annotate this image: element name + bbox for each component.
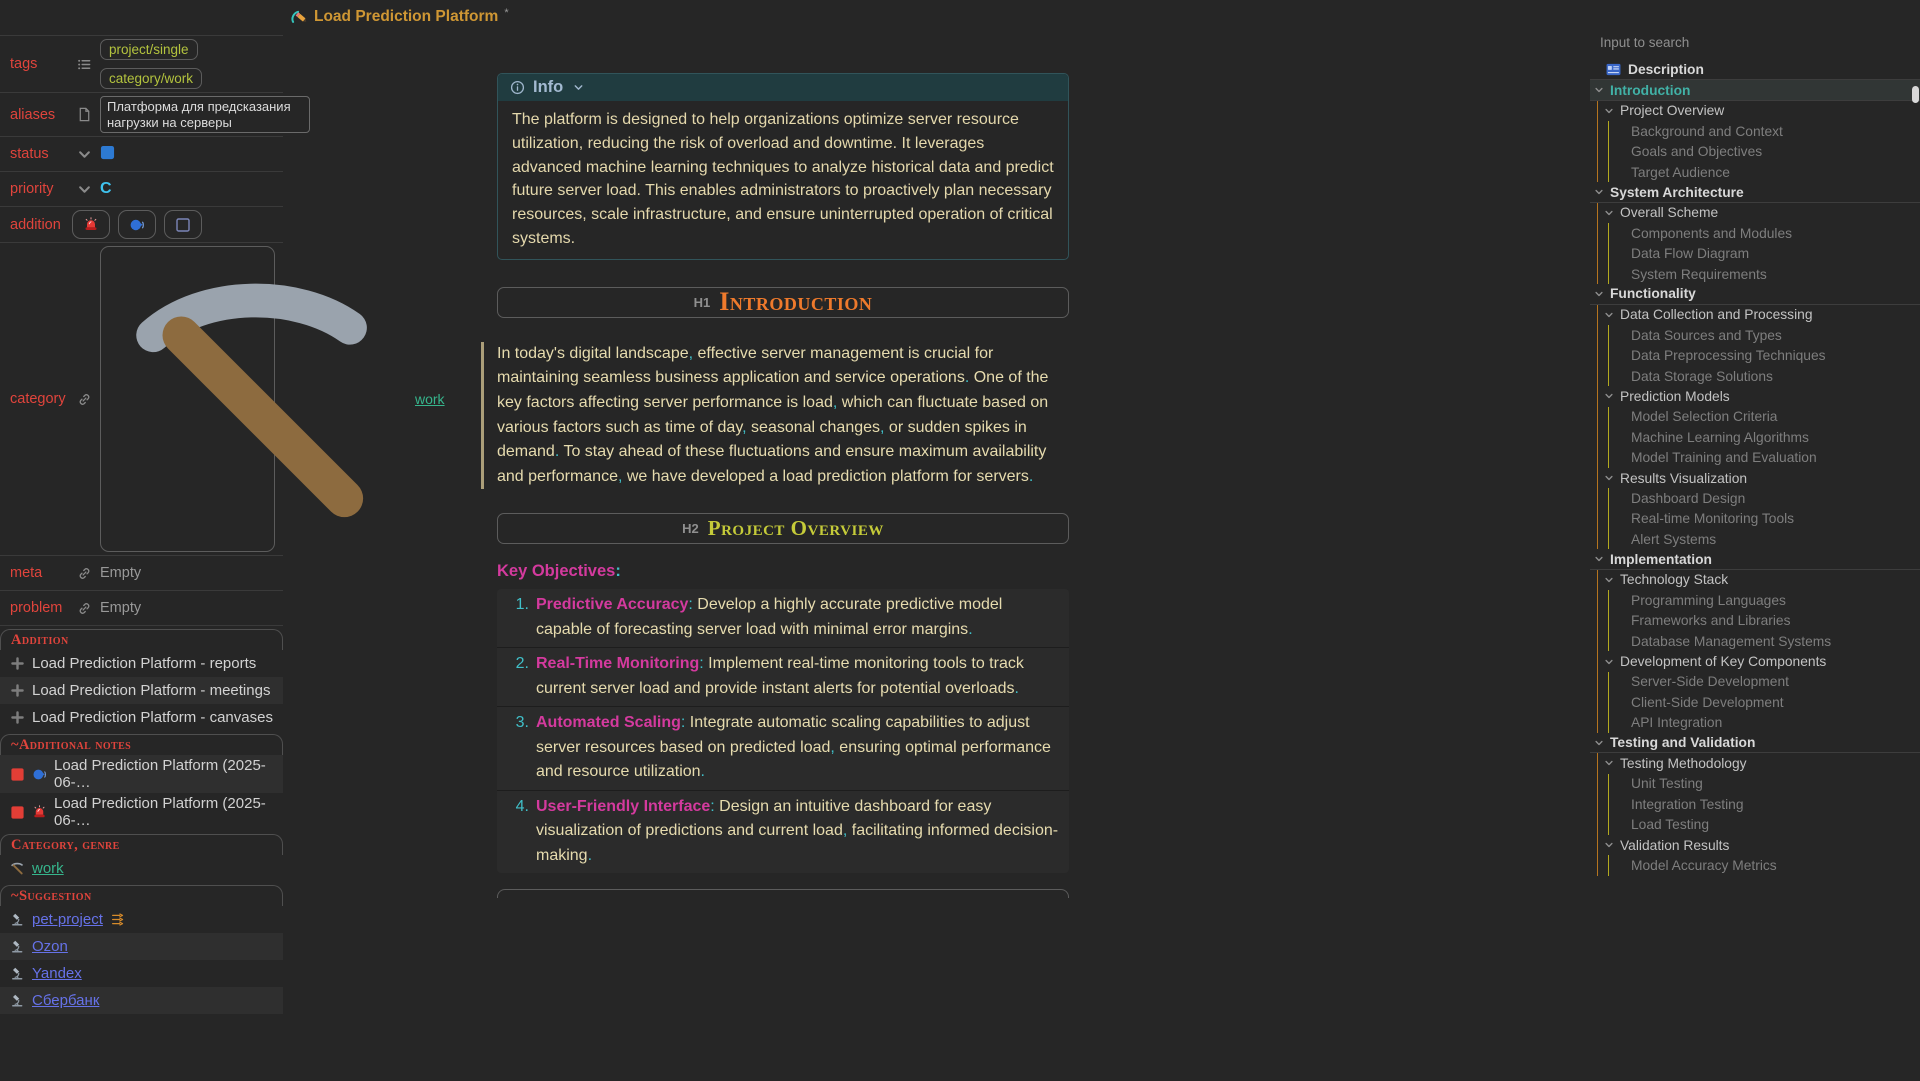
property-key[interactable]: addition: [10, 216, 61, 233]
objective-item: [497, 589, 1069, 648]
empty-value[interactable]: Empty: [100, 600, 142, 616]
outline-section-children: [1597, 203, 1920, 285]
outline-item[interactable]: [1609, 529, 1920, 549]
chevron-down-icon: [1594, 289, 1604, 299]
outline-subsection-children: [1608, 672, 1920, 733]
property-type-icon-slot: [72, 566, 96, 581]
chevron-down-icon: [1604, 106, 1614, 116]
outline-section-children: [1597, 101, 1920, 183]
outline-item-label: Technology Stack: [1620, 572, 1729, 588]
outline-item[interactable]: [1609, 244, 1920, 264]
chevron-down-icon: [1604, 391, 1614, 401]
property-value: [100, 565, 141, 581]
outline-item[interactable]: [1590, 549, 1920, 569]
priority-value[interactable]: C: [100, 180, 112, 197]
h2-text: Project Overview: [707, 516, 884, 541]
outline-section-children: [1597, 305, 1920, 550]
callout-title: Info: [533, 78, 564, 96]
objective-number: 3.: [515, 714, 529, 732]
outline-item[interactable]: [1609, 631, 1920, 651]
outline-item[interactable]: [1609, 590, 1920, 610]
pickaxe-icon: [110, 249, 410, 549]
list-item[interactable]: [0, 755, 283, 793]
outline-item-label: Target Audience: [1631, 164, 1730, 180]
property-key[interactable]: aliases: [10, 106, 56, 123]
outline-item-label: Overall Scheme: [1620, 205, 1719, 221]
note-title: Load Prediction Platform: [314, 8, 499, 25]
outline-item-label: Model Selection Criteria: [1631, 409, 1778, 425]
outline-item[interactable]: [1609, 713, 1920, 733]
chevron-down-icon: [1604, 473, 1614, 483]
h2-tag-label: H2: [682, 521, 699, 537]
properties-table: [0, 35, 445, 626]
objective-text: Real-Time Monitoring: Implement real-time monitoring tools to track current server load and provide instant alerts for potential overloads.: [536, 655, 1024, 697]
property-type-icon-slot: [72, 392, 96, 407]
property-row-problem: [0, 591, 283, 626]
outline-item[interactable]: [1590, 284, 1920, 304]
outline-item-label: Real-time Monitoring Tools: [1631, 511, 1795, 527]
list-item[interactable]: [0, 650, 283, 677]
chevron-down-icon: [1594, 187, 1604, 197]
outline-item[interactable]: [1609, 814, 1920, 834]
list-item-label[interactable]: Load Prediction Platform (2025-06-…: [54, 795, 266, 829]
section-header[interactable]: Category, genre: [0, 834, 283, 855]
outline-subsection-children: [1608, 121, 1920, 182]
siren-icon: [83, 217, 99, 233]
outline-item[interactable]: [1609, 162, 1920, 182]
outline-subsection-children: [1608, 855, 1920, 875]
property-value: [100, 600, 141, 616]
outline-item-label: Results Visualization: [1620, 470, 1748, 486]
outline-subsection-children: [1608, 488, 1920, 549]
h1-text: Introduction: [719, 287, 873, 317]
outline-item-label: Introduction: [1610, 82, 1691, 98]
outline-item[interactable]: [1609, 672, 1920, 692]
list-item-label[interactable]: Load Prediction Platform (2025-06-…: [54, 757, 266, 791]
intro-paragraph: In today's digital landscape, effective server management is crucial for maintaining seamless business application and service operations. One of the key factors affecting server performance is load, which can fluctuate based on various factors such as time of day, seasonal changes, or sudden spikes in demand. To stay ahead of these fluctuations and ensure maximum availability and performance, we have developed a load prediction platform for servers.: [481, 342, 1069, 490]
outline-item[interactable]: [1598, 570, 1920, 590]
key-objectives-label: Key Objectives:: [497, 562, 621, 581]
h1-tag-label: H1: [693, 294, 711, 310]
link-icon: [77, 601, 92, 616]
red-square-icon: [10, 767, 25, 782]
outline-item[interactable]: [1609, 509, 1920, 529]
outline-item-label: Data Collection and Processing: [1620, 307, 1813, 323]
outline-section-children: [1597, 753, 1920, 875]
outline-item-label: Testing Methodology: [1620, 755, 1747, 771]
list-icon: [77, 57, 92, 72]
outline-item[interactable]: [1609, 611, 1920, 631]
outline-item-label: Implementation: [1610, 551, 1712, 567]
list-item-label[interactable]: Yandex: [32, 965, 82, 982]
heading-introduction: [497, 287, 1069, 318]
property-row-tags: [0, 36, 283, 93]
plus-icon: [10, 656, 25, 671]
chevron-down-icon: [1604, 575, 1614, 585]
outline-subsection-children: [1608, 590, 1920, 651]
note-header: [290, 8, 509, 26]
outline-subsection-children: [1608, 774, 1920, 835]
outline-subsection-children: [1608, 325, 1920, 386]
heading-project-overview: [497, 513, 1069, 544]
outline-item[interactable]: [1609, 366, 1920, 386]
property-value: [100, 180, 112, 198]
list-item[interactable]: [0, 960, 283, 987]
blue-square-icon: [100, 145, 115, 160]
chevron-down-icon: [1604, 758, 1614, 768]
next-section-box-edge: [497, 889, 1069, 898]
outline-item-label: Client-Side Development: [1631, 694, 1784, 710]
list-item[interactable]: [0, 704, 283, 731]
talking-head-button[interactable]: [118, 210, 156, 239]
outline-item[interactable]: [1609, 264, 1920, 284]
scrollbar-thumb[interactable]: [1912, 86, 1919, 103]
objective-text: Predictive Accuracy: Develop a highly accurate predictive model capable of forecasting server load with minimal error margins.: [536, 596, 1003, 638]
list-item-label[interactable]: Load Prediction Platform - meetings: [32, 682, 271, 699]
property-value: [100, 145, 115, 164]
property-type-icon-slot: [72, 182, 96, 197]
callout-body: The platform is designed to help organizations optimize server resource utilization, reducing the risk of overload and downtime. It leverages advanced machine learning techniques to analyze historical data and predict future server load. This enables administrators to proactively plan necessary resources, scale infrastructure, and ensure uninterrupted operation of critical systems.: [512, 111, 1054, 247]
list-item[interactable]: [0, 987, 283, 1014]
property-type-icon-slot: [72, 57, 96, 72]
empty-value[interactable]: Empty: [100, 565, 142, 581]
objectives-list: [497, 589, 1069, 873]
plus-icon: [10, 710, 25, 725]
section-header[interactable]: Addition: [0, 629, 283, 650]
outline-item-label: Load Testing: [1631, 817, 1709, 833]
property-row-meta: [0, 556, 283, 591]
outline-item-label: Machine Learning Algorithms: [1631, 429, 1809, 445]
outline-item-label: Background and Context: [1631, 123, 1783, 139]
property-key[interactable]: problem: [10, 600, 63, 616]
list-item-label[interactable]: pet-project: [32, 911, 103, 928]
file-icon: [77, 107, 92, 122]
outline-item[interactable]: [1590, 182, 1920, 202]
outline-item[interactable]: [1609, 447, 1920, 467]
chevron-down-icon: [1594, 738, 1604, 748]
chevron-down-icon[interactable]: [573, 82, 584, 93]
section-header[interactable]: ~Additional notes: [0, 734, 283, 755]
chevron-down-icon: [77, 182, 92, 197]
property-key[interactable]: category: [10, 391, 66, 407]
outline-item[interactable]: [1590, 733, 1920, 753]
outline-item[interactable]: [1609, 325, 1920, 345]
list-item-label[interactable]: Сбербанк: [32, 992, 100, 1009]
list-item[interactable]: [0, 793, 283, 831]
objective-number: 4.: [515, 797, 529, 815]
outline-item-label: Programming Languages: [1631, 592, 1786, 608]
status-value-icon[interactable]: [100, 145, 115, 164]
outline-item-label: Database Management Systems: [1631, 633, 1832, 649]
outline-item-label: Unit Testing: [1631, 776, 1703, 792]
list-item-label[interactable]: Ozon: [32, 938, 68, 955]
microscope-icon: [10, 939, 25, 954]
property-key[interactable]: tags: [10, 56, 38, 72]
info-icon: [510, 80, 525, 95]
siren-button[interactable]: [72, 210, 110, 239]
outline-item-label: API Integration: [1631, 715, 1723, 731]
alias-input[interactable]: Платформа для предсказания нагрузки на серверы: [100, 96, 310, 133]
outline-item[interactable]: [1609, 142, 1920, 162]
outline-item-label: Description: [1628, 62, 1704, 78]
property-value: [100, 39, 275, 89]
outline-item[interactable]: [1598, 203, 1920, 223]
microscope-icon: [10, 966, 25, 981]
outline-item-label: System Requirements: [1631, 266, 1767, 282]
outline-subsection-children: [1608, 407, 1920, 468]
outline-item-label: Data Flow Diagram: [1631, 246, 1750, 262]
list-arrows-icon: [110, 912, 125, 927]
property-row-addition: [0, 207, 283, 243]
outline-item[interactable]: [1609, 855, 1920, 875]
outline-item[interactable]: [1598, 835, 1920, 855]
property-type-icon-slot: [72, 107, 96, 122]
outline-item[interactable]: [1609, 223, 1920, 243]
card-icon: [1606, 63, 1621, 76]
property-key[interactable]: meta: [10, 565, 43, 581]
outline-item[interactable]: [1598, 386, 1920, 406]
outline-item-label: Dashboard Design: [1631, 490, 1746, 506]
outline-item-label: System Architecture: [1610, 184, 1744, 200]
callout-header[interactable]: [498, 74, 1068, 101]
list-item-label[interactable]: work: [32, 860, 64, 877]
outline-item[interactable]: [1598, 305, 1920, 325]
empty-frame-button[interactable]: [164, 210, 202, 239]
unsaved-indicator: *: [504, 7, 509, 19]
tag-pill[interactable]: category/work: [100, 68, 202, 89]
siren-icon: [32, 805, 47, 820]
objective-item: [497, 707, 1069, 791]
chevron-down-icon: [77, 147, 92, 162]
pickaxe-icon: [10, 861, 25, 876]
empty-frame-icon: [175, 217, 191, 233]
outline-item-label: Validation Results: [1620, 837, 1730, 853]
outline-item-label: Model Training and Evaluation: [1631, 450, 1817, 466]
outline-tree: [1590, 60, 1920, 876]
property-row-priority: [0, 172, 283, 207]
section-header[interactable]: ~Suggestion: [0, 885, 283, 906]
outline-item[interactable]: [1609, 345, 1920, 365]
tag-pill[interactable]: project/single: [100, 39, 198, 60]
property-row-category: [0, 243, 445, 556]
outline-item-description[interactable]: [1590, 60, 1920, 80]
plus-icon: [10, 683, 25, 698]
outline-item-label: Model Accuracy Metrics: [1631, 857, 1777, 873]
objective-number: 2.: [515, 655, 529, 673]
info-callout: [497, 73, 1069, 260]
outline-item[interactable]: [1609, 692, 1920, 712]
property-row-status: [0, 137, 283, 172]
outline-item[interactable]: [1609, 121, 1920, 141]
outline-item-label: Components and Modules: [1631, 225, 1793, 241]
property-row-aliases: [0, 93, 291, 137]
outline-item-label: Data Storage Solutions: [1631, 368, 1773, 384]
outline-item[interactable]: [1609, 427, 1920, 447]
outline-item[interactable]: [1609, 794, 1920, 814]
objective-text: User-Friendly Interface: Design an intuitive dashboard for easy visualization of predictions and current load, facilitating informed decision-making.: [536, 797, 1059, 864]
chevron-down-icon: [1604, 310, 1614, 320]
objective-number: 1.: [515, 596, 529, 614]
outline-item-label: Server-Side Development: [1631, 674, 1789, 690]
outline-item[interactable]: [1598, 468, 1920, 488]
microscope-icon: [10, 912, 25, 927]
property-value: [100, 246, 445, 552]
property-value: [72, 210, 202, 239]
talking-head-icon: [32, 767, 47, 782]
outline-item-label: Functionality: [1610, 286, 1696, 302]
pencil-icon: [290, 8, 308, 26]
chevron-down-icon: [1604, 657, 1614, 667]
outline-item[interactable]: [1609, 774, 1920, 794]
link-icon: [77, 392, 92, 407]
outline-section-children: [1597, 570, 1920, 733]
category-link-pill[interactable]: [100, 246, 445, 552]
outline-item[interactable]: [1609, 488, 1920, 508]
talking-head-icon: [129, 217, 145, 233]
left-link-sections: [0, 629, 283, 1014]
microscope-icon: [10, 993, 25, 1008]
outline-item-label: Development of Key Components: [1620, 654, 1827, 670]
list-item[interactable]: [0, 933, 283, 960]
chevron-down-icon: [1604, 208, 1614, 218]
outline-item[interactable]: [1598, 101, 1920, 121]
list-item[interactable]: [0, 855, 283, 882]
objective-text: Automated Scaling: Integrate automatic scaling capabilities to adjust server resources based on predicted load, ensuring optimal performance and resource utilization.: [536, 714, 1051, 781]
outline-item-label: Testing and Validation: [1610, 735, 1756, 751]
outline-item-label: Alert Systems: [1631, 531, 1717, 547]
chevron-down-icon: [1594, 554, 1604, 564]
property-key[interactable]: priority: [10, 181, 54, 197]
property-value: [100, 96, 310, 133]
properties-panel: [0, 0, 445, 1081]
outline-item-label: Frameworks and Libraries: [1631, 613, 1791, 629]
list-item-label[interactable]: Load Prediction Platform - canvases: [32, 709, 273, 726]
outline-item[interactable]: [1598, 651, 1920, 671]
objective-item: [497, 791, 1069, 874]
category-link[interactable]: work: [415, 391, 445, 407]
list-item-label[interactable]: Load Prediction Platform - reports: [32, 655, 257, 672]
chevron-down-icon: [1594, 85, 1604, 95]
property-key[interactable]: status: [10, 146, 49, 162]
outline-item-label: Data Sources and Types: [1631, 327, 1782, 343]
outline-item-label: Goals and Objectives: [1631, 144, 1763, 160]
outline-item[interactable]: [1609, 407, 1920, 427]
list-item[interactable]: [0, 906, 283, 933]
objective-item: [497, 648, 1069, 707]
outline-panel: [1590, 0, 1920, 1081]
link-icon: [77, 566, 92, 581]
outline-item-label: Project Overview: [1620, 103, 1725, 119]
outline-item-label: Data Preprocessing Techniques: [1631, 348, 1826, 364]
search-input[interactable]: [1598, 34, 1862, 51]
note-content: [497, 73, 1069, 898]
red-square-icon: [10, 805, 25, 820]
outline-subsection-children: [1608, 223, 1920, 284]
outline-item-label: Prediction Models: [1620, 388, 1730, 404]
outline-item-label: Integration Testing: [1631, 796, 1744, 812]
property-type-icon-slot: [72, 147, 96, 162]
list-item[interactable]: [0, 677, 283, 704]
chevron-down-icon: [1604, 840, 1614, 850]
outline-item[interactable]: [1590, 80, 1920, 100]
outline-item[interactable]: [1598, 753, 1920, 773]
property-type-icon-slot: [72, 601, 96, 616]
